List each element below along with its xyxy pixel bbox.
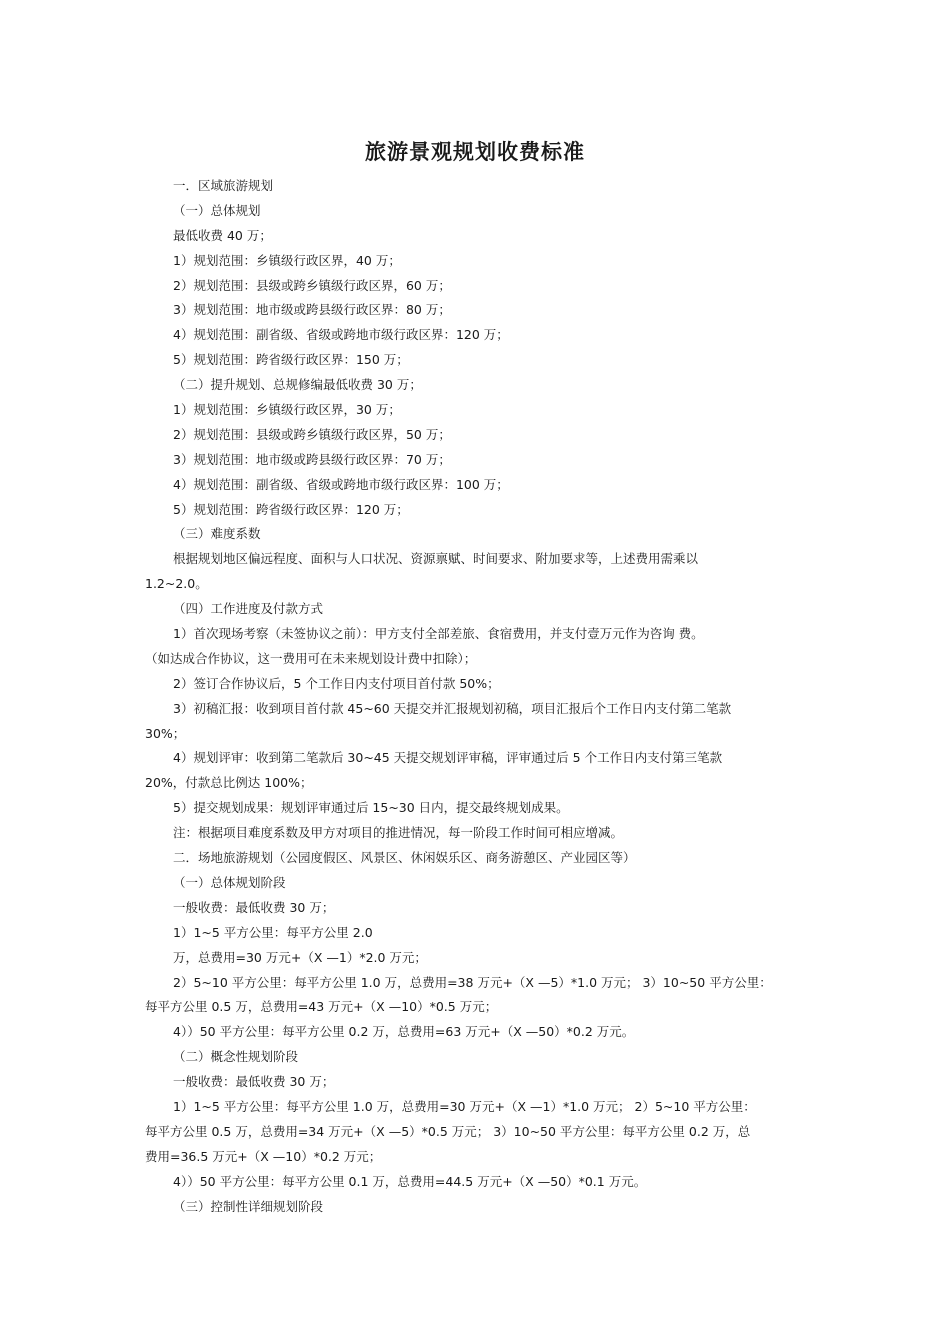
- text-line: （如达成合作协议，这一费用可在未来规划设计费中扣除）；: [145, 650, 477, 666]
- text-line: 1）首次现场考察（未签协议之前）：甲方支付全部差旅、食宿费用，并支付壹万元作为咨询 费。: [173, 626, 704, 642]
- text-line: 1）1~5 平方公里：每平方公里 2.0: [173, 924, 373, 940]
- text-line: 一般收费：最低收费 30 万；: [173, 1074, 335, 1090]
- text-line: 1）规划范围：乡镇级行政区界，30 万；: [173, 402, 401, 418]
- text-line: （四）工作进度及付款方式: [173, 601, 324, 617]
- text-line: 3）初稿汇报：收到项目首付款 45~60 天提交并汇报规划初稿，项目汇报后个工作日内支付第二笔款: [173, 700, 732, 716]
- text-line: 4）规划范围：副省级、省级或跨地市级行政区界：120 万；: [173, 327, 509, 343]
- text-line: 一．区域旅游规划: [173, 178, 274, 193]
- text-line: 2）5~10 平方公里：每平方公里 1.0 万，总费用=38 万元+（X —5）*1.0 万元； 3）10~50 平方公里：: [173, 974, 772, 990]
- text-line: 根据规划地区偏远程度、面积与人口状况、资源禀赋、时间要求、附加要求等，上述费用需乘以: [173, 551, 699, 567]
- text-line: 二．场地旅游规划（公园度假区、风景区、休闲娱乐区、商务游憩区、产业园区等）: [173, 850, 636, 866]
- text-line: 3）规划范围：地市级或跨县级行政区界：80 万；: [173, 302, 451, 318]
- text-line: 费用=36.5 万元+（X —10）*0.2 万元；: [145, 1148, 382, 1164]
- text-line: 1.2~2.0。: [145, 576, 208, 592]
- text-line: 2）规划范围：县级或跨乡镇级行政区界，60 万；: [173, 277, 451, 293]
- text-line: （二）概念性规划阶段: [173, 1049, 299, 1065]
- text-line: 4））50 平方公里：每平方公里 0.1 万，总费用=44.5 万元+（X —50）*0.1 万元。: [173, 1173, 647, 1189]
- text-line: 20%，付款总比例达 100%；: [145, 775, 313, 791]
- text-line: （三）控制性详细规划阶段: [173, 1198, 324, 1214]
- text-line: 3）规划范围：地市级或跨县级行政区界：70 万；: [173, 451, 451, 467]
- text-line: 一般收费：最低收费 30 万；: [173, 899, 335, 915]
- document-body: [145, 174, 815, 1219]
- document-title: 旅游景观规划收费标准: [365, 140, 585, 164]
- text-line: 5）规划范围：跨省级行政区界：120 万；: [173, 501, 409, 517]
- text-line: 5）提交规划成果：规划评审通过后 15~30 日内，提交最终规划成果。: [173, 800, 569, 816]
- text-line: 30%；: [145, 725, 186, 741]
- text-line: 2）规划范围：县级或跨乡镇级行政区界，50 万；: [173, 426, 451, 442]
- text-line: 注：根据项目难度系数及甲方对项目的推进情况，每一阶段工作时间可相应增减。: [173, 825, 624, 841]
- text-line: 4）规划范围：副省级、省级或跨地市级行政区界：100 万；: [173, 476, 509, 492]
- text-line: 每平方公里 0.5 万，总费用=34 万元+（X —5）*0.5 万元； 3）10~50 平方公里：每平方公里 0.2 万，总: [145, 1123, 751, 1139]
- text-line: 2）签订合作协议后，5 个工作日内支付项目首付款 50%；: [173, 675, 500, 691]
- text-line: 4）规划评审：收到第二笔款后 30~45 天提交规划评审稿，评审通过后 5 个工作日内支付第三笔款: [173, 750, 723, 766]
- text-line: 最低收费 40 万；: [173, 227, 272, 243]
- text-line: （三）难度系数: [173, 526, 261, 542]
- text-line: （一）总体规划阶段: [173, 874, 286, 890]
- text-line: 每平方公里 0.5 万，总费用=43 万元+（X —10）*0.5 万元；: [145, 999, 498, 1015]
- text-line: （一）总体规划: [173, 202, 261, 218]
- text-line: 1）1~5 平方公里：每平方公里 1.0 万，总费用=30 万元+（X —1）*1.0 万元； 2）5~10 平方公里：: [173, 1098, 756, 1114]
- text-line: （二）提升规划、总规修编最低收费 30 万；: [173, 377, 422, 393]
- text-line: 万，总费用=30 万元+（X —1）*2.0 万元；: [173, 949, 427, 965]
- text-line: 4））50 平方公里：每平方公里 0.2 万，总费用=63 万元+（X —50）*0.2 万元。: [173, 1024, 635, 1040]
- text-line: 5）规划范围：跨省级行政区界：150 万；: [173, 352, 409, 368]
- text-line: 1）规划范围：乡镇级行政区界，40 万；: [173, 252, 401, 268]
